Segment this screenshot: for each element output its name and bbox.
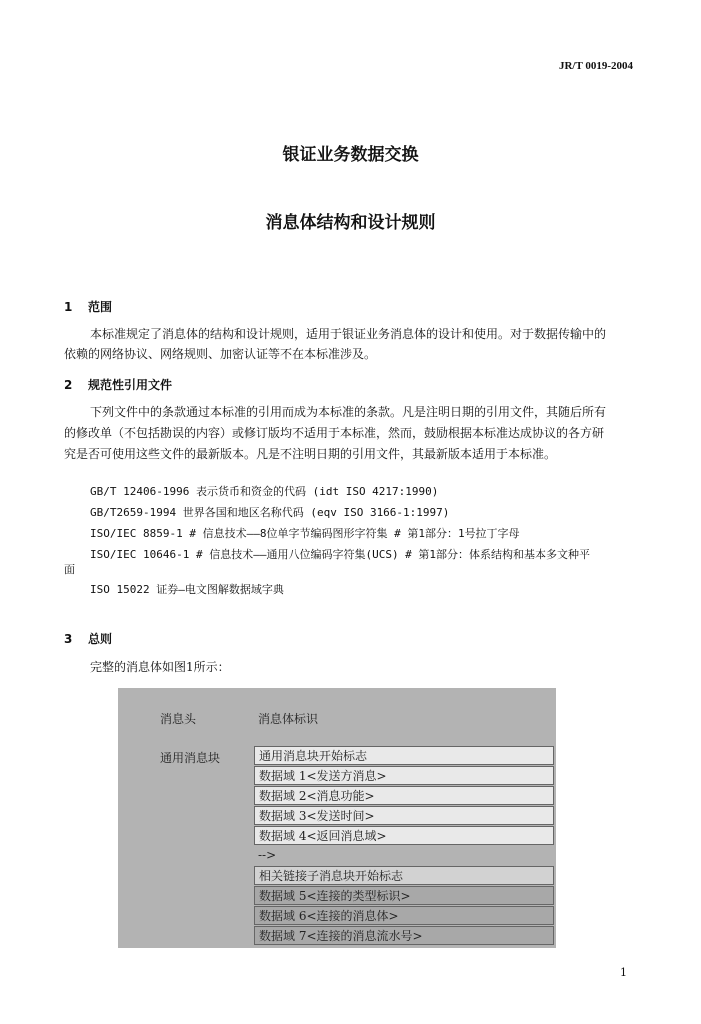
paragraph-line: 的修改单（不包括勘误的内容）或修订版均不适用于本标准，然而，鼓励根据本标准达成协议的各方研 (64, 426, 605, 440)
reference-item: GB/T 12406-1996 表示货币和资金的代码 (idt ISO 4217:1990) (90, 485, 439, 498)
section-number: 1 (64, 300, 73, 314)
figure-row: 数据域 6<连接的消息体> (254, 906, 554, 925)
document-subtitle: 消息体结构和设计规则 (265, 213, 436, 233)
page-number: 1 (620, 966, 627, 979)
paragraph-line: 究是否可使用这些文件的最新版本。凡是不注明日期的引用文件，其最新版本适用于本标准。 (64, 447, 557, 461)
section-number: 2 (64, 378, 73, 392)
message-body-figure (118, 688, 556, 948)
figure-label-header-value: 消息体标识 (258, 712, 319, 726)
figure-row: 相关链接子消息块开始标志 (254, 866, 554, 885)
reference-item: ISO 15022 证券—电文图解数据域字典 (90, 583, 284, 596)
section-title: 总则 (88, 632, 113, 646)
figure-row: 数据域 5<连接的类型标识> (254, 886, 554, 905)
document-title: 银证业务数据交换 (282, 145, 419, 165)
standard-code: JR/T 0019-2004 (558, 60, 633, 72)
paragraph-line: 下列文件中的条款通过本标准的引用而成为本标准的条款。凡是注明日期的引用文件，其随后所有 (90, 405, 607, 419)
figure-label-header: 消息头 (160, 712, 197, 726)
figure-row: 数据域 7<连接的消息流水号> (254, 926, 554, 945)
reference-item: ISO/IEC 10646-1 # 信息技术——通用八位编码字符集(UCS) # 第1部分：体系结构和基本多文种平 (90, 548, 591, 561)
reference-item: GB/T2659-1994 世界各国和地区名称代码 (eqv ISO 3166-1:1997) (90, 506, 450, 519)
figure-arrow: --> (258, 848, 277, 862)
figure-row: 数据域 4<返回消息域> (254, 826, 554, 845)
paragraph-line: 依赖的网络协议、网络规则、加密认证等不在本标准涉及。 (64, 347, 377, 361)
reference-item-continuation: 面 (64, 563, 75, 576)
paragraph-line: 本标准规定了消息体的结构和设计规则，适用于银证业务消息体的设计和使用。对于数据传输中的 (90, 327, 607, 341)
section-number: 3 (64, 632, 73, 646)
figure-row: 通用消息块开始标志 (254, 746, 554, 765)
figure-row: 数据域 2<消息功能> (254, 786, 554, 805)
figure-row: 数据域 1<发送方消息> (254, 766, 554, 785)
reference-item: ISO/IEC 8859-1 # 信息技术——8位单字节编码图形字符集 # 第1部分：1号拉丁字母 (90, 527, 520, 540)
section-title: 范围 (88, 300, 113, 314)
figure-row: 数据域 3<发送时间> (254, 806, 554, 825)
section-2-heading (64, 376, 172, 393)
paragraph-line: 完整的消息体如图1所示： (90, 660, 230, 674)
figure-label-general-block: 通用消息块 (160, 751, 221, 765)
section-3-heading (64, 630, 112, 647)
section-1-heading (64, 298, 112, 315)
section-title: 规范性引用文件 (88, 378, 173, 392)
